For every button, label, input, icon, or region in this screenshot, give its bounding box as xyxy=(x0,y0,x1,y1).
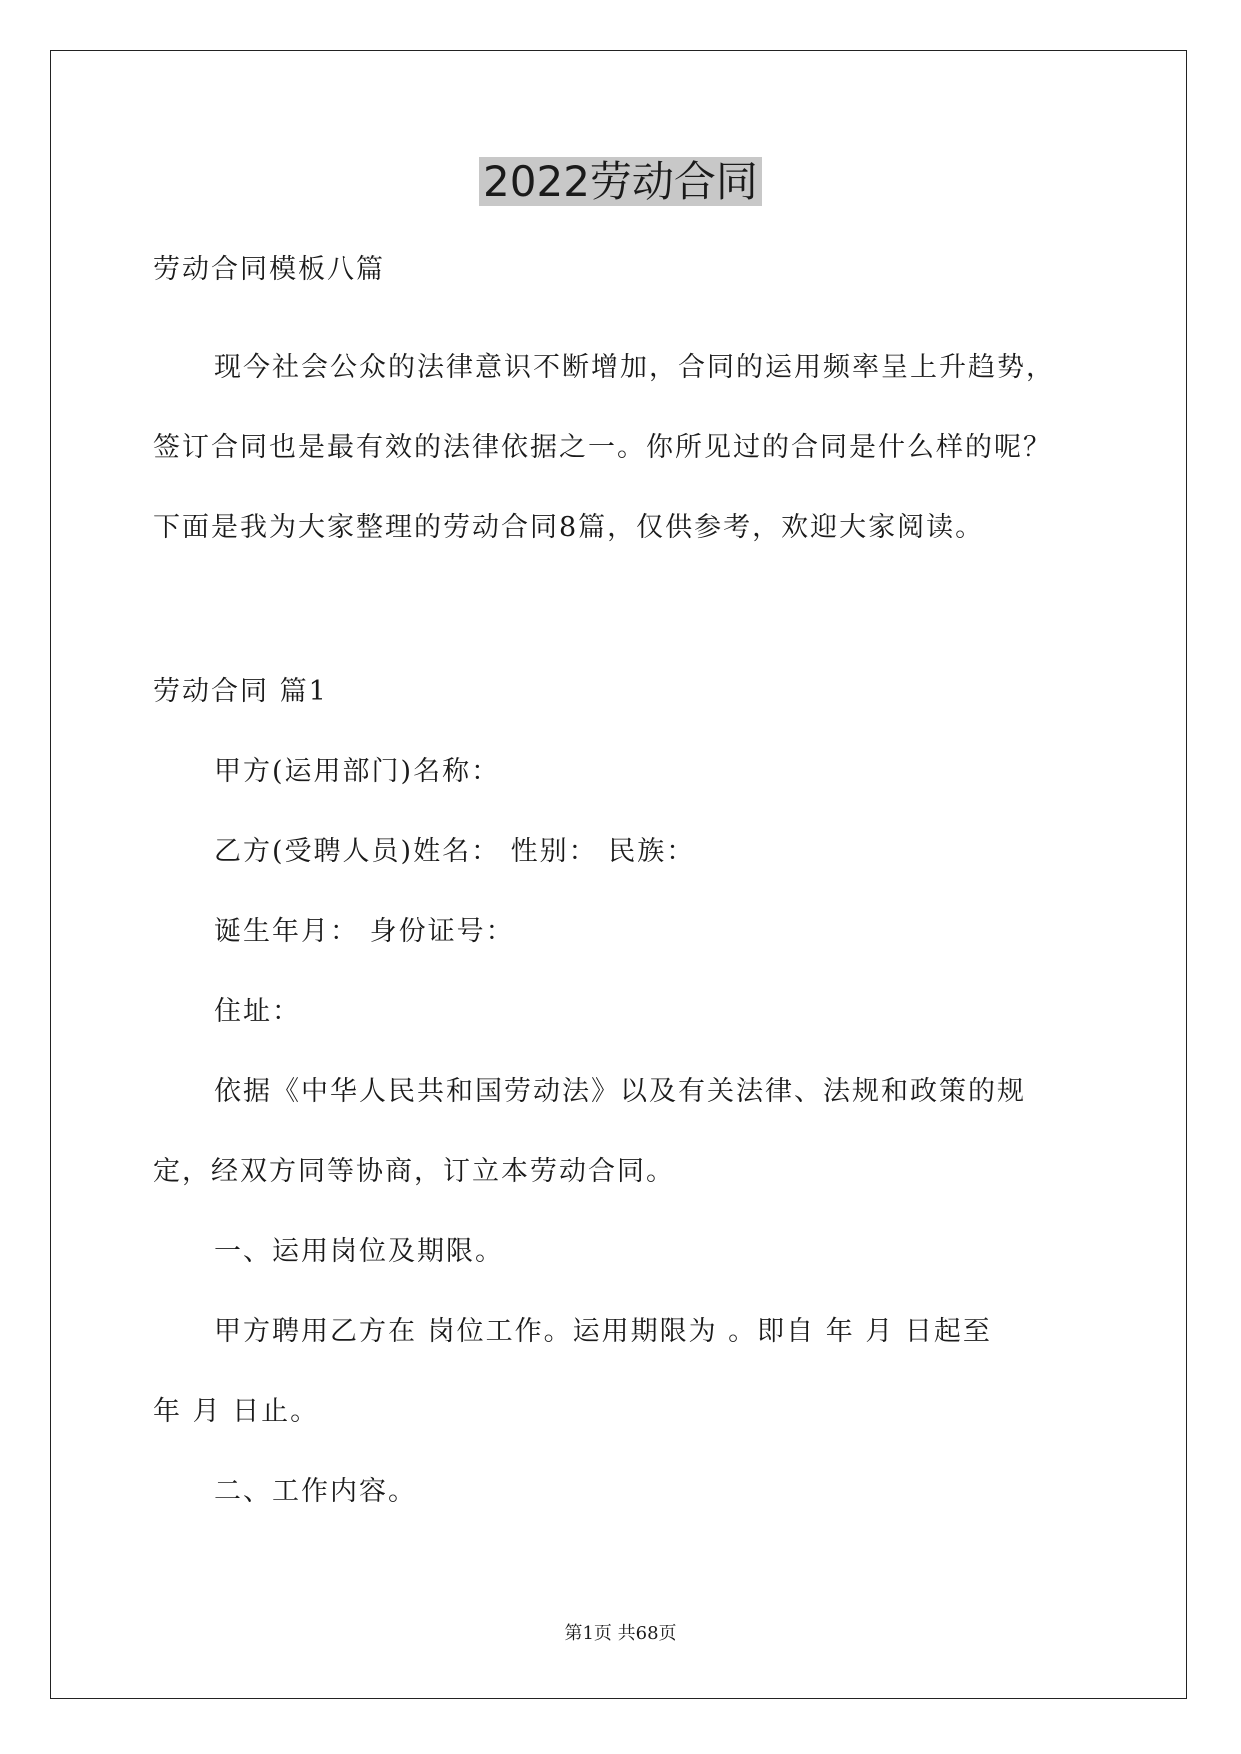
party-a-name-field: 甲方(运用部门)名称： xyxy=(214,756,501,787)
document-title-text: 2022劳动合同 xyxy=(479,157,762,206)
intro-line-2: 签订合同也是最有效的法律依据之一。你所见过的合同是什么样的呢？ xyxy=(153,432,1052,463)
clause-heading-1: 一、运用岗位及期限。 xyxy=(214,1236,504,1267)
address-field: 住址： xyxy=(214,996,301,1027)
document-subtitle: 劳动合同模板八篇 xyxy=(153,254,385,285)
intro-line-3: 下面是我为大家整理的劳动合同8篇，仅供参考，欢迎大家阅读。 xyxy=(153,512,985,543)
body-paragraph-line: 定，经双方同等协商，订立本劳动合同。 xyxy=(153,1156,675,1187)
clause-heading-2: 二、工作内容。 xyxy=(214,1476,417,1507)
party-b-info-field: 乙方(受聘人员)姓名： 性别： 民族： xyxy=(214,836,696,867)
document-title xyxy=(0,150,1241,214)
birth-id-field: 诞生年月： 身份证号： xyxy=(214,916,515,947)
page-border xyxy=(50,50,1187,1699)
intro-line-1: 现今社会公众的法律意识不断增加，合同的运用频率呈上升趋势， xyxy=(214,352,1055,383)
section-heading: 劳动合同 篇1 xyxy=(153,676,328,707)
body-paragraph-line: 依据《中华人民共和国劳动法》以及有关法律、法规和政策的规 xyxy=(214,1076,1026,1107)
body-paragraph-line: 甲方聘用乙方在 岗位工作。运用期限为 。即自 年 月 日起至 xyxy=(214,1316,992,1347)
page-number: 第1页 共68页 xyxy=(564,1623,677,1644)
body-paragraph-line: 年 月 日止。 xyxy=(153,1396,320,1427)
